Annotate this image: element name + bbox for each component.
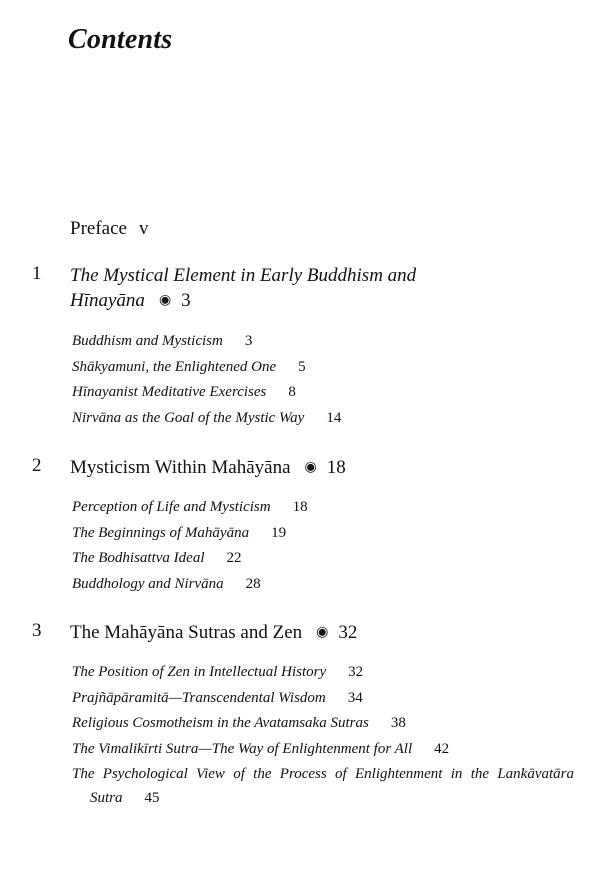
section-page-number: 8 xyxy=(288,384,296,400)
section-title: Hīnayanist Meditative Exercises xyxy=(72,384,267,400)
toc-section-item[interactable] xyxy=(72,329,562,355)
section-page-number: 42 xyxy=(434,740,450,757)
section-page-number: 34 xyxy=(347,689,363,706)
section-page-number: 22 xyxy=(226,550,242,566)
preface-label: Preface xyxy=(70,218,127,239)
chapter-title: Mysticism Within Mahāyāna xyxy=(70,457,291,478)
page-title: Contents xyxy=(68,24,173,55)
chapter-number: 1 xyxy=(32,263,42,284)
toc-section-item[interactable] xyxy=(72,406,562,432)
toc-section-item[interactable] xyxy=(72,546,562,572)
chapter-section-list xyxy=(72,660,574,810)
section-title: The Position of Zen in Intellectual History xyxy=(72,664,327,680)
chapter-title: The Mystical Element in Early Buddhism and Hīnayāna xyxy=(70,265,417,311)
chapter-section-list xyxy=(72,329,562,431)
chapter-bullet-icon: ◉ xyxy=(316,625,329,640)
chapter-bullet-icon: ◉ xyxy=(158,293,172,308)
chapter-title-link[interactable] xyxy=(70,263,540,313)
section-page-number: 38 xyxy=(390,715,406,731)
section-title: Prajñāpāramitā—Transcendental Wisdom xyxy=(72,689,326,706)
section-page-number: 45 xyxy=(144,790,160,806)
section-title: The Vimalikīrti Sutra—The Way of Enlightenment for All xyxy=(72,740,413,757)
section-title: The Beginnings of Mahāyāna xyxy=(72,524,250,541)
toc-section-item[interactable] xyxy=(72,355,562,381)
chapter-page-number: 32 xyxy=(338,622,358,643)
toc-section-item[interactable] xyxy=(72,711,562,737)
chapter-number: 3 xyxy=(32,620,42,641)
section-title: Perception of Life and Mysticism xyxy=(72,499,271,515)
chapter-bullet-icon: ◉ xyxy=(304,460,317,475)
section-page-number: 19 xyxy=(271,524,287,541)
chapter-title-link[interactable] xyxy=(70,455,540,480)
toc-section-item[interactable] xyxy=(72,495,562,521)
section-page-number: 28 xyxy=(245,575,261,592)
toc-section-item[interactable] xyxy=(72,660,562,686)
chapter-section-list xyxy=(72,495,562,597)
section-title: The Psychological View of the Process of Enlightenment in the Lankāvatāra Sutra xyxy=(72,766,574,806)
toc-entry-preface[interactable] xyxy=(70,218,148,240)
preface-page-number: v xyxy=(138,218,149,239)
chapter-title-link[interactable] xyxy=(70,620,540,645)
chapter-page-number: 18 xyxy=(326,457,346,478)
section-page-number: 32 xyxy=(348,664,364,680)
section-title: Buddhology and Nirvāna xyxy=(72,575,224,592)
section-title: Nirvāna as the Goal of the Mystic Way xyxy=(72,409,305,426)
chapter-title: The Mahāyāna Sutras and Zen xyxy=(70,622,303,643)
toc-section-item[interactable] xyxy=(72,521,562,547)
toc-section-item[interactable] xyxy=(72,380,562,406)
section-title: The Bodhisattva Ideal xyxy=(72,550,205,566)
toc-section-item[interactable] xyxy=(72,737,562,763)
section-page-number: 14 xyxy=(326,409,342,426)
toc-section-item[interactable] xyxy=(72,762,574,810)
section-page-number: 3 xyxy=(244,333,253,349)
chapter-page-number: 3 xyxy=(181,290,191,311)
chapter-number: 2 xyxy=(32,455,42,476)
section-title: Shākyamuni, the Enlightened One xyxy=(72,358,277,375)
toc-section-item[interactable] xyxy=(72,686,562,712)
section-title: Buddhism and Mysticism xyxy=(72,333,223,349)
section-title: Religious Cosmotheism in the Avatamsaka Sutras xyxy=(72,715,369,731)
section-page-number: 5 xyxy=(298,358,306,375)
toc-section-item[interactable] xyxy=(72,572,562,598)
section-page-number: 18 xyxy=(292,499,308,515)
